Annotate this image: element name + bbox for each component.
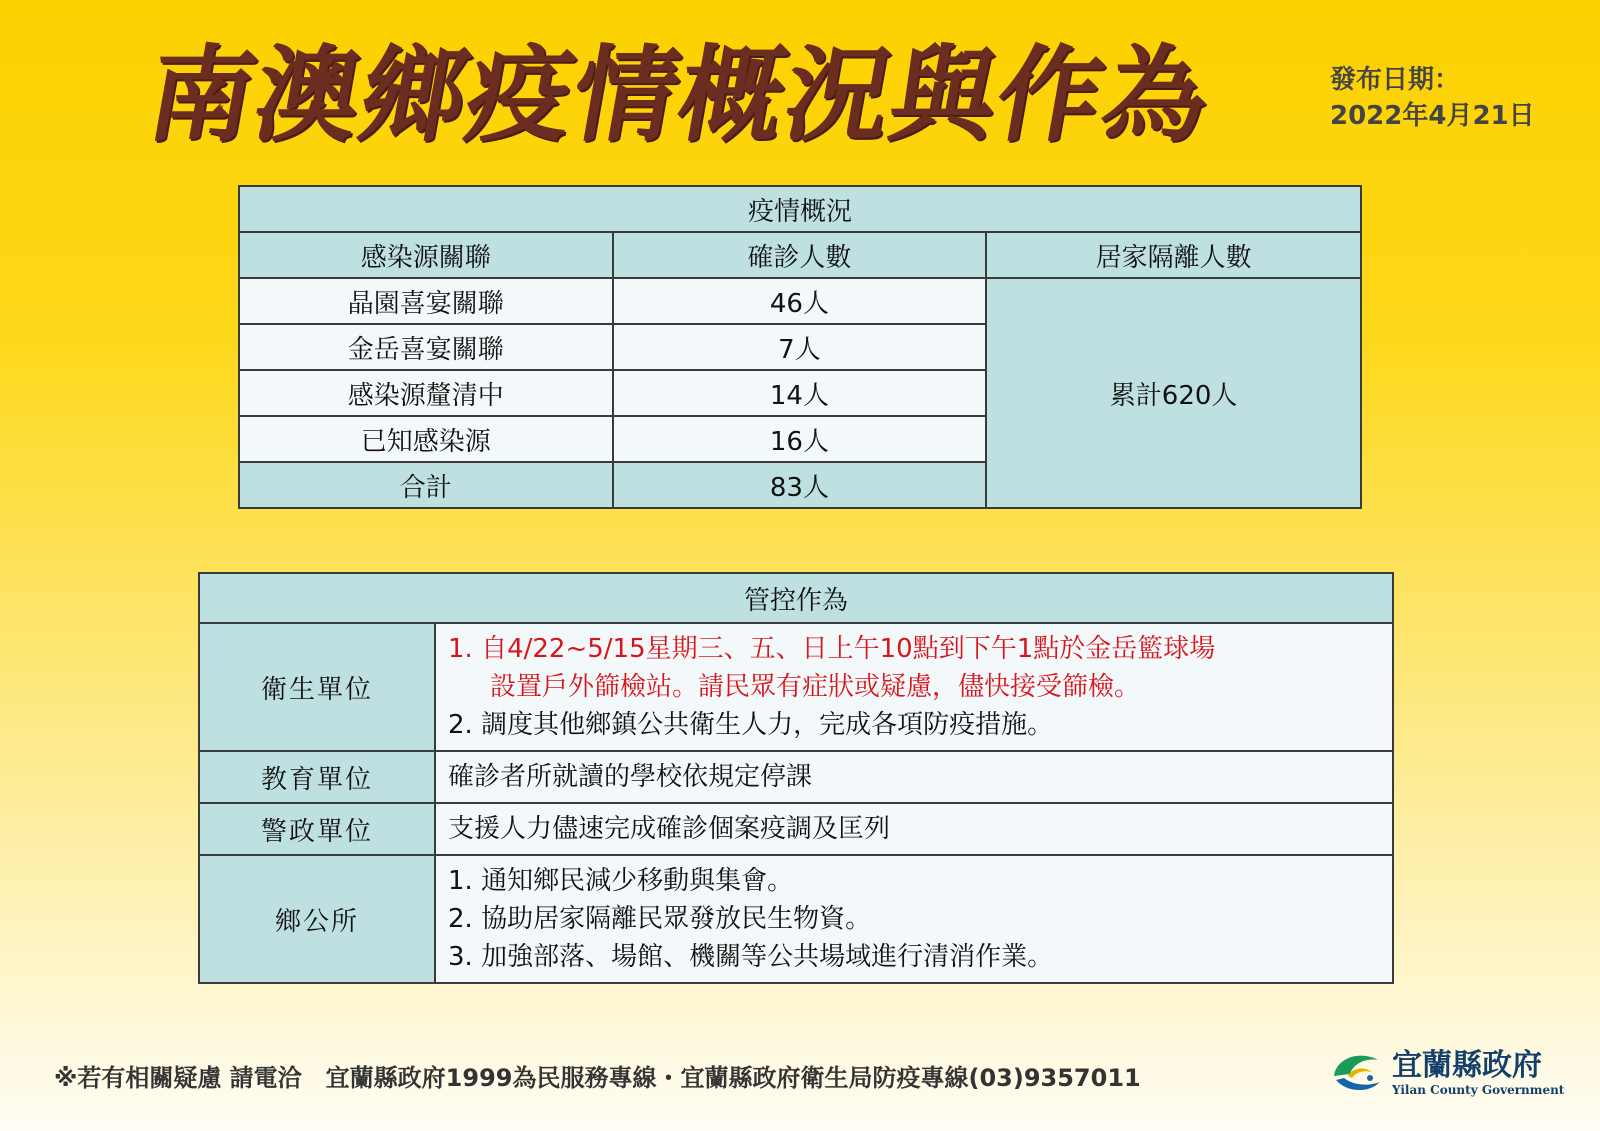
source-cell: 金岳喜宴關聯 [239, 324, 613, 370]
measure-content [435, 855, 1393, 983]
measure-content: 確診者所就讀的學校依規定停課 [435, 751, 1393, 803]
unit-label: 衛生單位 [199, 623, 435, 751]
col-header-isolation: 居家隔離人數 [986, 232, 1361, 278]
measure-content: 支援人力儘速完成確診個案疫調及匡列 [435, 803, 1393, 855]
health-item-1-line-1: 1. 自4/22~5/15星期三、五、日上午10點到下午1點於金岳籃球場 [448, 634, 1216, 664]
measure-content [435, 623, 1393, 751]
release-date: 2022年4月21日 [1330, 101, 1535, 131]
source-cell: 晶園喜宴關聯 [239, 278, 613, 324]
measures-table [198, 572, 1394, 984]
measure-row-health [199, 623, 1393, 751]
total-count: 83人 [613, 462, 987, 508]
table-row [239, 278, 1361, 324]
unit-label: 警政單位 [199, 803, 435, 855]
township-item: 1. 通知鄉民減少移動與集會。 [448, 866, 794, 896]
government-logo [1330, 1048, 1564, 1098]
logo-chinese-name: 宜蘭縣政府 [1392, 1048, 1542, 1083]
unit-label: 鄉公所 [199, 855, 435, 983]
total-label: 合計 [239, 462, 613, 508]
township-item: 3. 加強部落、場館、機關等公共場域進行清消作業。 [448, 942, 1054, 972]
overview-title: 疫情概況 [239, 186, 1361, 232]
unit-label: 教育單位 [199, 751, 435, 803]
health-item-1-line-2: 設置戶外篩檢站。請民眾有症狀或疑慮，儘快接受篩檢。 [490, 672, 1141, 702]
measures-title: 管控作為 [199, 573, 1393, 623]
measure-row-township [199, 855, 1393, 983]
measure-row-police [199, 803, 1393, 855]
source-cell: 感染源釐清中 [239, 370, 613, 416]
yilan-emblem-icon [1330, 1048, 1384, 1098]
contact-footer: ※若有相關疑慮 請電洽 宜蘭縣政府1999為民服務專線・宜蘭縣政府衛生局防疫專線(03)9357011 [54, 1064, 1141, 1092]
overview-table [238, 185, 1362, 509]
count-cell: 16人 [613, 416, 987, 462]
health-item-2: 2. 調度其他鄉鎮公共衛生人力，完成各項防疫措施。 [448, 710, 1054, 740]
release-info [1330, 62, 1535, 134]
measure-row-education [199, 751, 1393, 803]
count-cell: 14人 [613, 370, 987, 416]
release-label: 發布日期： [1330, 65, 1461, 95]
logo-english-name: Yilan County Government [1392, 1083, 1565, 1097]
isolation-total-cell: 累計620人 [986, 278, 1361, 508]
page-title: 南澳鄉疫情概況與作為 [139, 34, 1221, 156]
count-cell: 46人 [613, 278, 987, 324]
source-cell: 已知感染源 [239, 416, 613, 462]
col-header-confirmed: 確診人數 [613, 232, 987, 278]
count-cell: 7人 [613, 324, 987, 370]
col-header-source: 感染源關聯 [239, 232, 613, 278]
township-item: 2. 協助居家隔離民眾發放民生物資。 [448, 904, 872, 934]
